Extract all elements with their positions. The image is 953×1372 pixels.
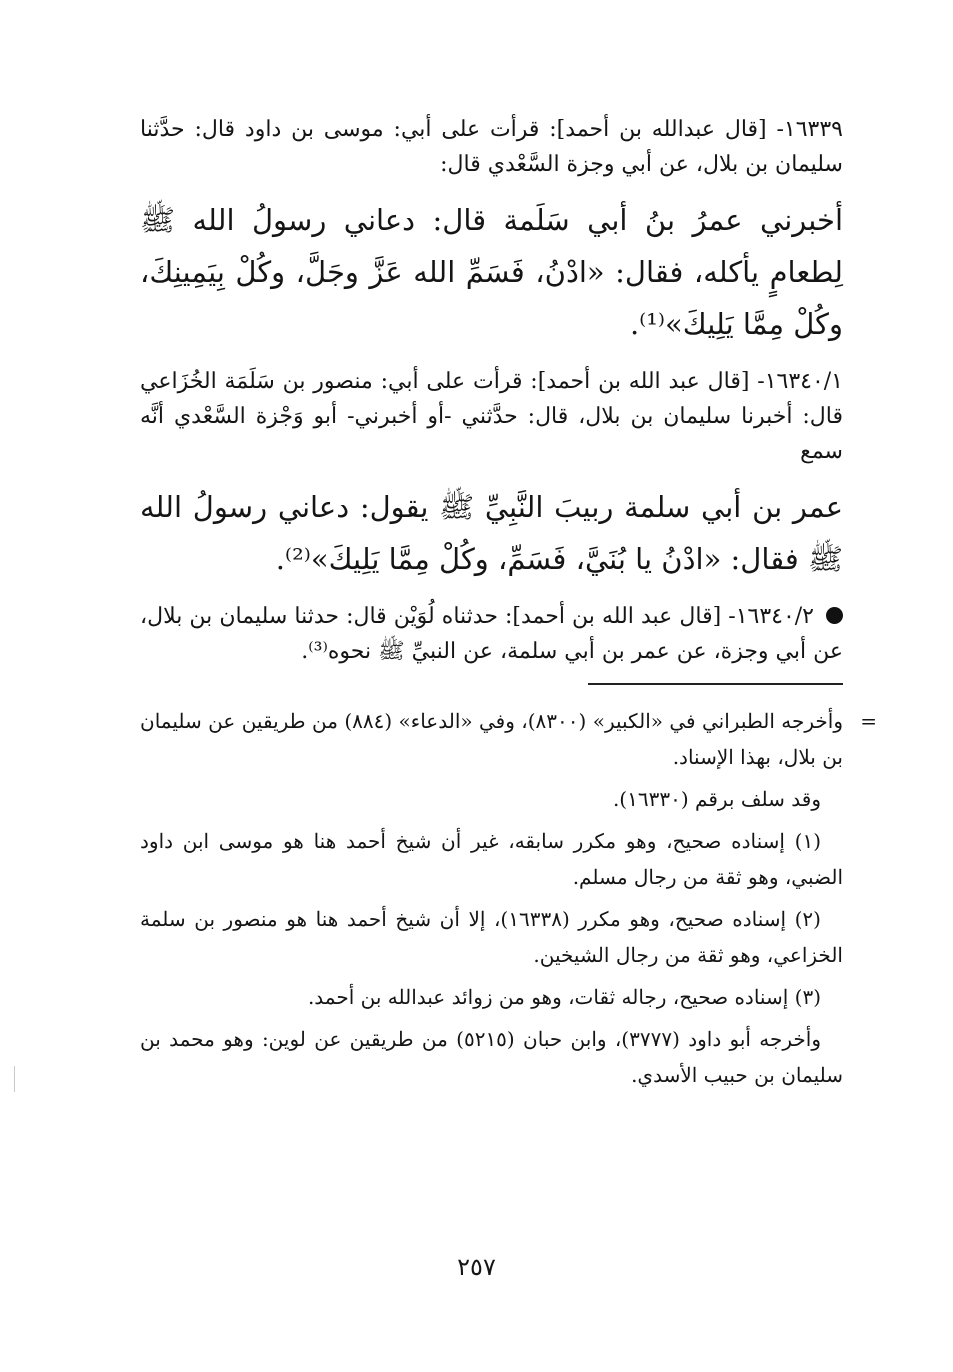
footnote-3-extra: وأخرجه أبو داود (٣٧٧٧)، وابن حبان (٥٢١٥) من طريقين عن لوين: وهو محمد بن سليمان بن حبيب الأسدي. bbox=[140, 1027, 843, 1087]
footnote-continuation bbox=[140, 703, 877, 775]
hadith-matn-16339: أخبرني عمرُ بنُ أبي سَلَمة قال: دعاني رسولُ الله ﷺ لِطعامٍ يأكله، فقال: «ادْنُ، فَسَمِّ الله عَزَّ وجَلَّ، وكُلْ بِيَمِينِكَ، وكُلْ مِمَّا يَلِيكَ»⁽¹⁾. bbox=[140, 203, 843, 341]
hadith-isnad-16340-2 bbox=[140, 599, 843, 669]
hadith-isnad-16340-1: ١٦٣٤٠/١- [قال عبد الله بن أحمد]: قرأت على أبي: منصور بن سَلَمَة الخُزَاعي قال: أخبرنا سليمان بن بلال، قال: حدَّثني -أو أخبرني- أبو وَجْزة السَّعْدي أنَّه سمع bbox=[140, 369, 843, 464]
footnote-divider bbox=[588, 683, 843, 685]
footnote-2: (٢) إسناده صحيح، وهو مكرر (١٦٣٣٨)، إلا أن شيخ أحمد هنا هو منصور بن سلمة الخزاعي، وهو ثقة من رجال الشيخين. bbox=[140, 907, 843, 967]
footnote-3: (٣) إسناده صحيح، رجاله ثقات، وهو من زوائد عبدالله بن أحمد. bbox=[307, 985, 821, 1009]
main-text bbox=[140, 112, 843, 669]
page-body bbox=[140, 112, 877, 1099]
hadith-isnad-16339: ١٦٣٣٩- [قال عبدالله بن أحمد]: قرأت على أبي: موسى بن داود قال: حدَّثنا سليمان بن بلال، عن أبي وجزة السَّعْدي قال: bbox=[140, 117, 843, 177]
bullet-icon bbox=[826, 607, 843, 624]
footnotes bbox=[140, 703, 877, 1093]
hadith-matn-16340-1: عمر بن أبي سلمة ربيبَ النَّبِيِّ ﷺ يقول: دعاني رسولُ الله ﷺ فقال: «ادْنُ يا بُنَيَّ، فَسَمِّ، وكُلْ مِمَّا يَلِيكَ»⁽²⁾. bbox=[140, 490, 843, 576]
footnote-cross-reference: وقد سلف برقم (١٦٣٣٠). bbox=[612, 787, 821, 811]
scan-edge-mark bbox=[14, 1066, 15, 1092]
footnote-continuation-text: وأخرجه الطبراني في «الكبير» (٨٣٠٠)، وفي «الدعاء» (٨٨٤) من طريقين عن سليمان بن بلال، بهذا الإسناد. bbox=[140, 709, 844, 769]
hadith-isnad-16340-2-text: ١٦٣٤٠/٢- [قال عبد الله بن أحمد]: حدثناه لُوَيْن قال: حدثنا سليمان بن بلال، عن أبي وجزة، عن عمر بن أبي سلمة، عن النبيِّ ﷺ نحوه⁽³⁾. bbox=[140, 604, 843, 664]
footnote-1: (١) إسناده صحيح، وهو مكرر سابقه، غير أن شيخ أحمد هنا هو موسى ابن داود الضبي، وهو ثقة من رجال مسلم. bbox=[140, 829, 843, 889]
continuation-mark: = bbox=[860, 709, 877, 733]
page-number: ٢٥٧ bbox=[457, 1253, 496, 1281]
